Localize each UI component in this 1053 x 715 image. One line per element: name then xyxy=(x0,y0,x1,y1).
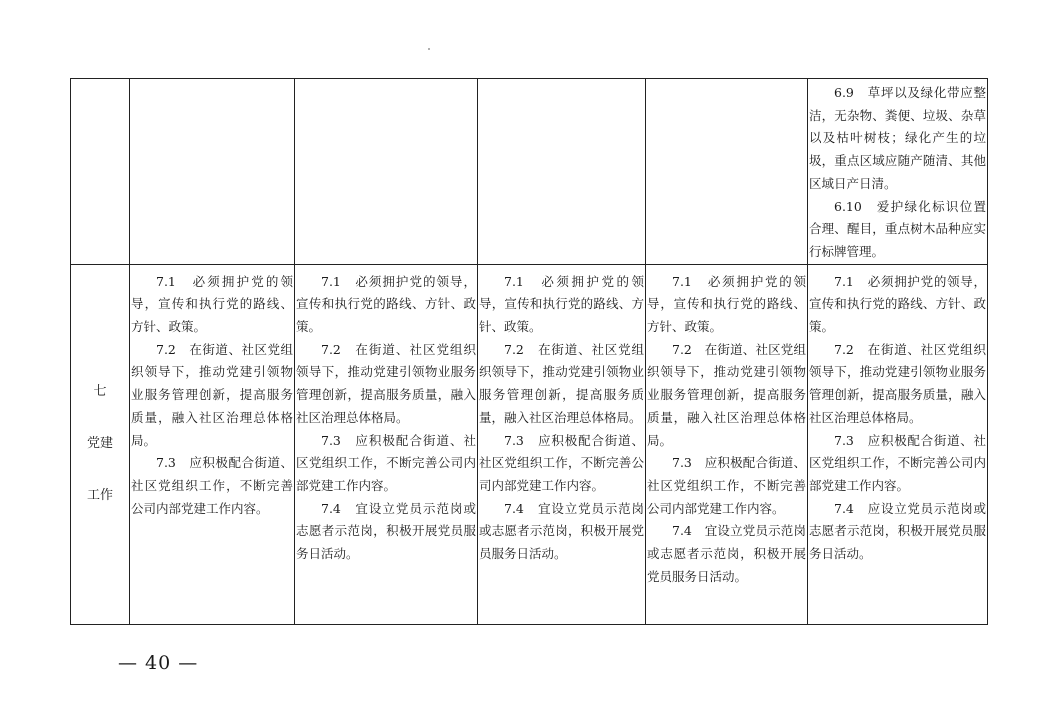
table-cell xyxy=(478,264,646,624)
clause-text: 6.10 爱护绿化标识位置合理、醒目，重点树木品种应实行标牌管理。 xyxy=(809,198,986,259)
clause-text: 7.1 必须拥护党的领导，宣传和执行党的路线、方针、政策。 xyxy=(131,273,293,335)
table-cell xyxy=(130,264,295,624)
table-cell xyxy=(808,79,988,265)
standards-table xyxy=(70,78,988,625)
section-number: 七 xyxy=(93,384,107,400)
clause-text: 7.4 应设立党员示范岗或志愿者示范岗，积极开展党员服务日活动。 xyxy=(809,500,986,562)
clause-text: 7.3 应积极配合街道、社区党组织工作，不断完善公司内部党建工作内容。 xyxy=(647,455,806,516)
table-cell xyxy=(295,79,478,265)
table-cell xyxy=(808,264,988,624)
clause-text: 7.2 在街道、社区党组织领导下，推动党建引领物业服务管理创新，提高服务质量，融入社区治理总体格局。 xyxy=(131,341,293,448)
clause-text: 7.3 应积极配合街道、社区党组织工作，不断完善公司内部党建工作内容。 xyxy=(131,455,293,516)
clause-text: 7.1 必须拥护党的领导，宣传和执行党的路线、方针、政策。 xyxy=(296,273,476,335)
section-title: 工作 xyxy=(86,488,113,504)
table-cell xyxy=(71,79,130,265)
table-row xyxy=(71,264,988,624)
table-row xyxy=(71,79,988,265)
clause-text: 7.3 应积极配合街道、社区党组织工作，不断完善公司内部党建工作内容。 xyxy=(479,432,644,493)
clause-text: 7.1 必须拥护党的领导，宣传和执行党的路线、方针、政策。 xyxy=(809,273,986,335)
table-cell xyxy=(646,79,808,265)
clause-text: 6.9 草坪以及绿化带应整洁，无杂物、粪便、垃圾、杂草以及枯叶树枝；绿化产生的垃圾，重点区域应随产随清、其他区域日产日清。 xyxy=(809,85,986,191)
scan-speck xyxy=(428,48,430,50)
clause-text: 7.2 在街道、社区党组织领导下，推动党建引领物业服务管理创新，提高服务质量，融入社区治理总体格局。 xyxy=(479,341,644,425)
clause-text: 7.2 在街道、社区党组织领导下，推动党建引领物业服务管理创新，提高服务质量，融入社区治理总体格局。 xyxy=(296,341,476,425)
page-number: — 40 — xyxy=(118,652,199,674)
table-cell xyxy=(130,79,295,265)
clause-text: 7.1 必须拥护党的领导，宣传和执行党的路线、方针、政策。 xyxy=(647,273,806,335)
table-cell xyxy=(295,264,478,624)
clause-text: 7.3 应积极配合街道、社区党组织工作，不断完善公司内部党建工作内容。 xyxy=(296,432,476,493)
table-cell xyxy=(646,264,808,624)
clause-text: 7.1 必须拥护党的领导，宣传和执行党的路线、方针、政策。 xyxy=(479,273,644,335)
clause-text: 7.2 在街道、社区党组织领导下，推动党建引领物业服务管理创新，提高服务质量，融入社区治理总体格局。 xyxy=(809,341,986,425)
clause-text: 7.4 宜设立党员示范岗或志愿者示范岗，积极开展党员服务日活动。 xyxy=(479,500,644,562)
clause-text: 7.4 宜设立党员示范岗或志愿者示范岗，积极开展党员服务日活动。 xyxy=(647,523,806,584)
clause-text: 7.3 应积极配合街道、社区党组织工作，不断完善公司内部党建工作内容。 xyxy=(809,432,986,493)
section-label-cell xyxy=(71,264,130,624)
section-title: 党建 xyxy=(86,436,113,452)
clause-text: 7.2 在街道、社区党组织领导下，推动党建引领物业服务管理创新，提高服务质量，融入社区治理总体格局。 xyxy=(647,341,806,448)
clause-text: 7.4 宜设立党员示范岗或志愿者示范岗，积极开展党员服务日活动。 xyxy=(296,500,476,562)
table-cell xyxy=(478,79,646,265)
